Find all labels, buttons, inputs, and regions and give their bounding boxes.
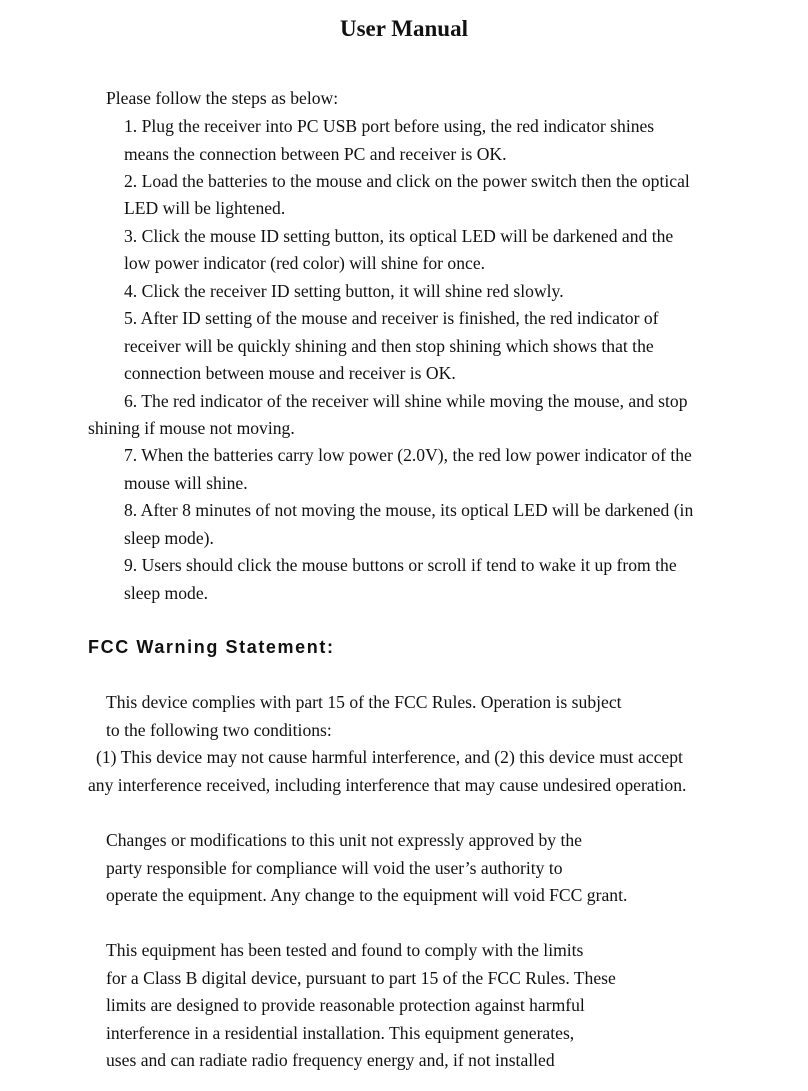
step-1-line-2: means the connection between PC and receiver is OK. bbox=[124, 144, 507, 164]
step-8-line-2: sleep mode). bbox=[124, 528, 214, 548]
step-5-line-1: 5. After ID setting of the mouse and receiver is finished, the red indicator of bbox=[124, 308, 659, 328]
step-5-line-3: connection between mouse and receiver is OK. bbox=[124, 363, 456, 383]
step-7-line-1: 7. When the batteries carry low power (2.0V), the red low power indicator of the bbox=[124, 445, 692, 465]
fcc-paragraph-2-line-1: Changes or modifications to this unit not expressly approved by the bbox=[106, 830, 582, 850]
step-6-line-1: 6. The red indicator of the receiver will shine while moving the mouse, and stop bbox=[124, 391, 688, 411]
fcc-paragraph-1-line-1: This device complies with part 15 of the FCC Rules. Operation is subject bbox=[106, 692, 622, 712]
fcc-paragraph-1-line-3: (1) This device may not cause harmful interference, and (2) this device must accept bbox=[96, 747, 683, 767]
fcc-heading: FCC Warning Statement: bbox=[88, 637, 335, 657]
fcc-paragraph-3-line-2: for a Class B digital device, pursuant to part 15 of the FCC Rules. These bbox=[106, 968, 616, 988]
step-3-line-2: low power indicator (red color) will shine for once. bbox=[124, 253, 486, 273]
step-9-line-2: sleep mode. bbox=[124, 583, 209, 603]
fcc-paragraph-2-line-3: operate the equipment. Any change to the equipment will void FCC grant. bbox=[106, 885, 628, 905]
step-3-line-1: 3. Click the mouse ID setting button, its optical LED will be darkened and the bbox=[124, 226, 674, 246]
fcc-paragraph-2-line-2: party responsible for compliance will void the user’s authority to bbox=[106, 858, 563, 878]
fcc-paragraph-3-line-3: limits are designed to provide reasonable protection against harmful bbox=[106, 995, 585, 1015]
step-5-line-2: receiver will be quickly shining and then stop shining which shows that the bbox=[124, 336, 654, 356]
step-9-line-1: 9. Users should click the mouse buttons or scroll if tend to wake it up from the bbox=[124, 555, 677, 575]
step-6-line-2: shining if mouse not moving. bbox=[88, 418, 295, 438]
step-2-line-2: LED will be lightened. bbox=[124, 198, 286, 218]
step-2-line-1: 2. Load the batteries to the mouse and click on the power switch then the optical bbox=[124, 171, 690, 191]
fcc-paragraph-1-line-4: any interference received, including interference that may cause undesired operation. bbox=[88, 775, 687, 795]
fcc-paragraph-1-line-2: to the following two conditions: bbox=[106, 720, 332, 740]
page-title: User Manual bbox=[340, 16, 468, 41]
step-1-line-1: 1. Plug the receiver into PC USB port before using, the red indicator shines bbox=[124, 116, 655, 136]
fcc-paragraph-3-line-4: interference in a residential installation. This equipment generates, bbox=[106, 1023, 575, 1043]
intro-text: Please follow the steps as below: bbox=[106, 88, 339, 108]
fcc-paragraph-3-line-5: uses and can radiate radio frequency energy and, if not installed bbox=[106, 1050, 555, 1070]
step-8-line-1: 8. After 8 minutes of not moving the mouse, its optical LED will be darkened (in bbox=[124, 500, 694, 520]
step-7-line-2: mouse will shine. bbox=[124, 473, 248, 493]
fcc-paragraph-3-line-1: This equipment has been tested and found to comply with the limits bbox=[106, 940, 584, 960]
step-4-line-1: 4. Click the receiver ID setting button, it will shine red slowly. bbox=[124, 281, 564, 301]
